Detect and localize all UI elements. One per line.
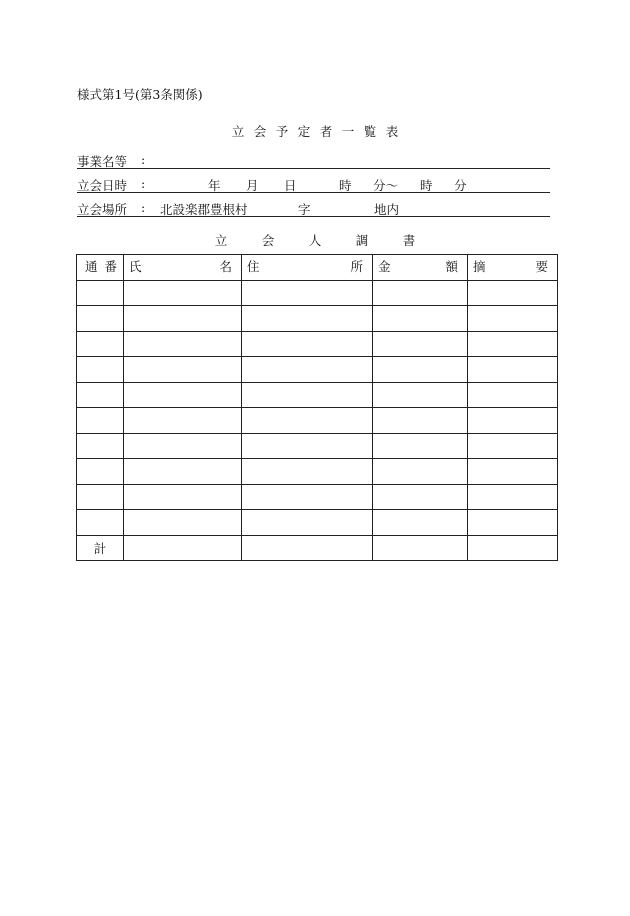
table-cell[interactable] [124, 331, 242, 357]
title-char: 立 [231, 124, 245, 139]
title-char: 一 [341, 124, 355, 139]
place-colon: : [141, 200, 146, 215]
title-char: 覧 [363, 124, 377, 139]
table-cell[interactable] [242, 408, 373, 434]
total-cell[interactable] [124, 535, 242, 561]
column-header-serial-number [77, 255, 124, 281]
table-cell[interactable] [373, 382, 468, 408]
datetime-field[interactable] [77, 176, 550, 193]
place-aza: 字 [298, 202, 311, 217]
table-cell[interactable] [373, 459, 468, 485]
form-number: 様式第1号(第3条関係) [77, 87, 203, 102]
business-name-field[interactable] [77, 152, 550, 169]
table-row [77, 331, 558, 357]
table-cell[interactable] [124, 280, 242, 306]
table-cell[interactable] [373, 306, 468, 332]
table-cell[interactable] [242, 382, 373, 408]
minute-to-label: 分 [454, 178, 467, 193]
datetime-colon: : [141, 176, 146, 191]
table-cell[interactable] [242, 484, 373, 510]
subtitle-char: 書 [402, 233, 416, 248]
place-field[interactable] [77, 200, 550, 217]
table-cell[interactable] [77, 408, 124, 434]
table-row [77, 510, 558, 536]
table-cell[interactable] [124, 382, 242, 408]
attendee-table [76, 254, 558, 561]
table-row [77, 280, 558, 306]
title-char: 表 [385, 124, 399, 139]
table-cell[interactable] [373, 433, 468, 459]
column-header-name [124, 255, 242, 281]
title-char: 定 [297, 124, 311, 139]
business-name-colon: : [141, 152, 146, 167]
table-row [77, 459, 558, 485]
table-cell[interactable] [242, 510, 373, 536]
table-cell[interactable] [468, 382, 558, 408]
table-cell[interactable] [468, 331, 558, 357]
header-char: 住 [247, 259, 260, 275]
document-title [0, 122, 630, 140]
table-row [77, 357, 558, 383]
table-cell[interactable] [124, 433, 242, 459]
year-label: 年 [208, 178, 221, 193]
table-cell[interactable] [242, 280, 373, 306]
header-char: 摘 [473, 259, 486, 275]
column-header-amount [373, 255, 468, 281]
header-char: 通 [85, 259, 98, 275]
header-char: 金 [378, 259, 391, 275]
total-label: 計 [77, 535, 124, 561]
place-label: 立会場所 [77, 202, 128, 217]
title-char: 予 [275, 124, 289, 139]
table-cell[interactable] [373, 408, 468, 434]
attendee-survey-title [0, 231, 630, 249]
table-cell[interactable] [77, 433, 124, 459]
table-cell[interactable] [373, 484, 468, 510]
header-char: 要 [535, 259, 548, 275]
month-label: 月 [246, 178, 259, 193]
table-cell[interactable] [124, 357, 242, 383]
table-row [77, 382, 558, 408]
table-cell[interactable] [468, 280, 558, 306]
minute-from-label: 分～ [373, 178, 399, 193]
table-cell[interactable] [77, 331, 124, 357]
total-cell[interactable] [242, 535, 373, 561]
subtitle-char: 会 [261, 233, 275, 248]
subtitle-char: 立 [214, 233, 228, 248]
header-char: 名 [219, 259, 232, 275]
business-name-label: 事業名等 [77, 154, 128, 169]
title-char: 者 [319, 124, 333, 139]
subtitle-char: 人 [308, 233, 322, 248]
table-cell[interactable] [242, 459, 373, 485]
header-char: 番 [104, 259, 117, 275]
table-cell[interactable] [124, 408, 242, 434]
table-row [77, 306, 558, 332]
table-cell[interactable] [242, 306, 373, 332]
table-cell[interactable] [77, 484, 124, 510]
table-cell[interactable] [373, 357, 468, 383]
table-cell[interactable] [77, 306, 124, 332]
table-cell[interactable] [242, 357, 373, 383]
table-cell[interactable] [124, 459, 242, 485]
table-cell[interactable] [242, 331, 373, 357]
datetime-label: 立会日時 [77, 178, 128, 193]
table-cell[interactable] [468, 433, 558, 459]
place-village: 北設楽郡豊根村 [160, 202, 248, 217]
table-cell[interactable] [468, 510, 558, 536]
table-row [77, 433, 558, 459]
table-cell[interactable] [373, 331, 468, 357]
total-cell[interactable] [468, 535, 558, 561]
column-header-address [242, 255, 373, 281]
day-label: 日 [284, 178, 297, 193]
subtitle-char: 調 [355, 233, 369, 248]
header-char: 所 [350, 259, 363, 275]
table-row [77, 408, 558, 434]
table-cell[interactable] [124, 484, 242, 510]
hour-to-label: 時 [420, 178, 433, 193]
table-cell[interactable] [124, 510, 242, 536]
table-cell[interactable] [468, 306, 558, 332]
title-char: 会 [253, 124, 267, 139]
table-cell[interactable] [373, 280, 468, 306]
table-cell[interactable] [124, 306, 242, 332]
table-cell[interactable] [77, 382, 124, 408]
table-header-row [77, 255, 558, 281]
table-cell[interactable] [77, 280, 124, 306]
table-cell[interactable] [468, 459, 558, 485]
table-cell[interactable] [77, 459, 124, 485]
table-cell[interactable] [242, 433, 373, 459]
hour-from-label: 時 [339, 178, 352, 193]
table-cell[interactable] [373, 510, 468, 536]
table-cell[interactable] [468, 357, 558, 383]
table-cell[interactable] [77, 357, 124, 383]
header-char: 額 [445, 259, 458, 275]
table-cell[interactable] [468, 408, 558, 434]
total-row [77, 535, 558, 561]
column-header-remarks [468, 255, 558, 281]
header-char: 氏 [129, 259, 142, 275]
table-row [77, 484, 558, 510]
table-cell[interactable] [77, 510, 124, 536]
total-cell[interactable] [373, 535, 468, 561]
table-cell[interactable] [468, 484, 558, 510]
place-lot: 地内 [374, 202, 400, 217]
